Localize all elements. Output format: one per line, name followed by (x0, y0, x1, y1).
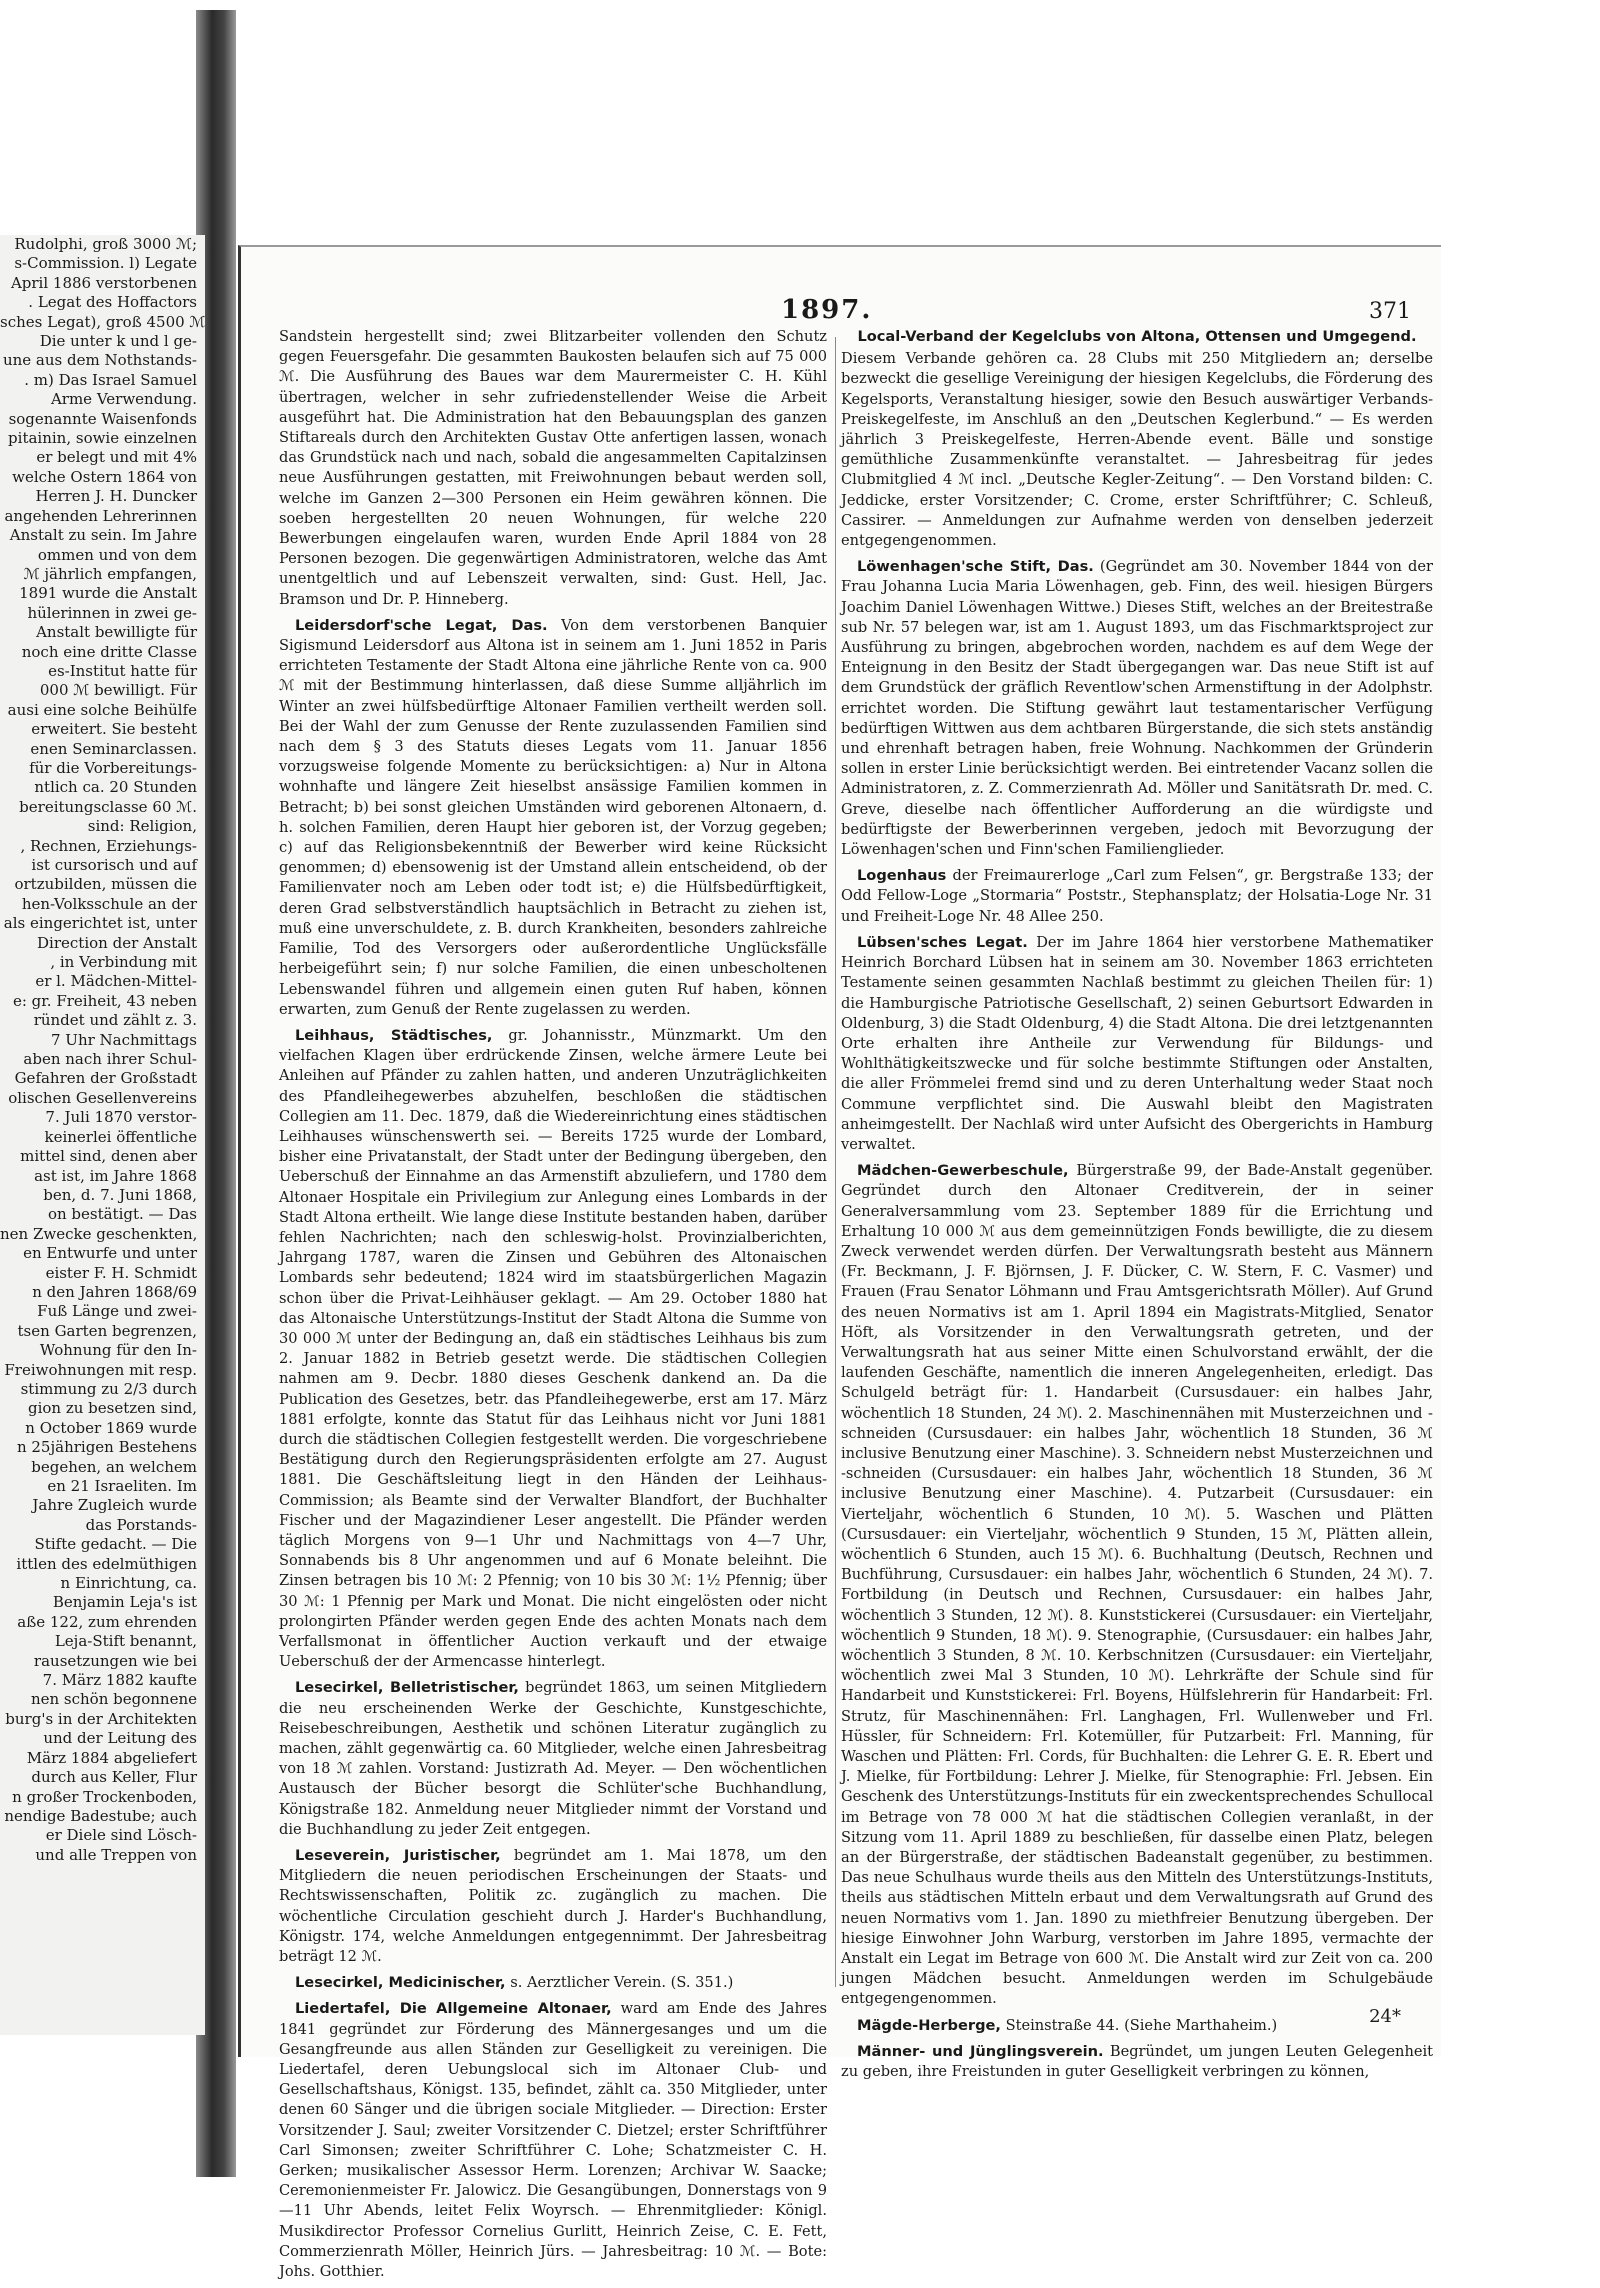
left-page-line: keinerlei öffentliche (44, 1127, 197, 1146)
left-page-line: Freiwohnungen mit resp. (4, 1360, 197, 1379)
left-page-line: gion zu besetzen sind, (27, 1399, 197, 1418)
left-page-line: er l. Mädchen-Mittel- (35, 972, 197, 991)
dictionary-entry (279, 1973, 827, 1993)
left-page-line: März 1884 abgeliefert (26, 1748, 197, 1767)
left-page-line: für die Vorbereitungs- (29, 758, 197, 777)
dictionary-entry (841, 557, 1433, 860)
left-page-line: Benjamin Leja's ist (52, 1593, 197, 1612)
left-page-line: 1891 wurde die Anstalt (19, 584, 197, 603)
entry-body: (Gegründet am 30. November 1844 von der Frau Johanna Lucia Maria Löwenhagen, geb. Finn, des weil. hiesigen Bürgers Joachim Daniel Löwenhagen Wittwe.) Dieses Stift, welches an der Breitestraße sub Nr. 57 belegen war, ist am 1. August 1893, um das Fischmarktsproject zur Ausführung zu bringen, abgebrochen worden, nachdem es auf dem Wege der Enteignung in den Besitz der Stadt übergegangen war. Das neue Stift ist auf dem Grundstück der gräflich Reventlow'schen Armenstiftung in der Adolphstr. errichtet worden. Die Stiftung gewährt laut testamentarischer Verfügung bedürftigen Wittwen aus dem achtbaren Bürgerstande, die sich stets anständig und ehrenhaft betragen haben, freie Wohnung. Nachkommen der Gründerin sollen in erster Linie berücksichtigt werden. Bei eintretender Vacanz sollen die Administratoren, z. Z. Commerzienrath Ad. Möller und Sanitätsrath Dr. med. C. Greve, dieselbe nach öffentlicher Aufforderung an die würdigste und bedürftigste der Bewerberinnen vergeben, jedoch mit Bevorzugung der Löwenhagen'schen und Finn'schen Familienglieder. (841, 558, 1433, 859)
left-page-line: ittlen des edelmüthigen (16, 1554, 197, 1573)
entry-body: Begründet, um jungen Leuten Gelegenheit zu geben, ihre Freistunden in guter Geselligkeit verbringen zu können, (841, 2042, 1434, 2081)
left-page-line: , Rechnen, Erziehungs- (20, 836, 197, 855)
dictionary-entry (279, 327, 827, 610)
left-page-line: olischen Gesellenvereins (8, 1088, 197, 1107)
left-page-line: hülerinnen in zwei ge- (27, 603, 197, 622)
left-page-line: eister F. H. Schmidt (45, 1263, 197, 1282)
dictionary-entry (841, 2016, 1433, 2036)
entry-heading: Mädchen-Gewerbeschule, (857, 1162, 1069, 1180)
left-page-line: ist cursorisch und auf (31, 856, 197, 874)
dictionary-entry (279, 1026, 827, 1673)
left-page-line: n 25jährigen Bestehens (16, 1438, 197, 1457)
entry-body: begründet 1863, um seinen Mitgliedern die neu erscheinenden Werke der Geschichte, Kunstgeschichte, Reisebeschreibungen, Aesthetik und schönen Literatur zugänglich zu machen, zählt gegenwärtig ca. 60 Mitglieder, welche einen Jahresbeitrag von 18 ℳ zahlen. Vorstand: Justizrath Ad. Meyer. — Den wöchentlichen Austausch der Bücher besorgt die Schlüter'sche Buchhandlung, Königstraße 182. Anmeldung neuer Mitglieder nimmt der Vorstand und die Buchhandlung zu jeder Zeit entgegen. (279, 1679, 827, 1838)
entry-body: Steinstraße 44. (Siehe Marthaheim.) (1005, 2016, 1278, 2034)
dictionary-entry (841, 866, 1433, 927)
left-page-line: ben, d. 7. Juni 1868, (43, 1185, 197, 1204)
left-page-line: er Diele sind Lösch- (45, 1826, 197, 1845)
entry-body: ward am Ende des Jahres 1841 gegründet zur Förderung des Männergesanges und um die Gesangfreunde aus allen Ständen zur Geselligkeit zu vereinigen. Die Liedertafel, deren Uebungslocal sich im Altonaer Club- und Gesellschaftshaus, Königst. 135, befindet, zählt ca. 350 Mitglieder, unter denen 60 Sänger und die übrigen sociale Mitglieder. — Direction: Erster Vorsitzender J. Saul; zweiter Vorsitzender C. Dietzel; erster Schriftführer Carl Simonsen; zweiter Schriftführer C. Lohe; Schatzmeister C. H. Gerken; musikalischer Assessor Herm. Lorenzen; Archivar W. Saacke; Ceremonienmeister Fr. Jalowicz. Die Gesangübungen, Donnerstags von 9—11 Uhr Abends, leitet Felix Woyrsch. — Ehrenmitglieder: Königl. Musikdirector Professor Cornelius Gurlitt, Heinrich Zeise, C. E. Fett, Commerzienrath Möller, Heinrich Jürs. — Jahresbeitrag: 10 ℳ. — Bote: Johs. Gotthier. (279, 2000, 828, 2281)
left-page-line: als eingerichtet ist, unter (3, 914, 197, 933)
left-page-line: nen Zwecke geschenkten, (0, 1224, 198, 1243)
left-page-line: n großer Trockenboden, (12, 1787, 197, 1806)
left-page-line: rausetzungen wie bei (33, 1651, 197, 1670)
entry-heading: Lesecirkel, Belletristischer, (295, 1679, 519, 1697)
left-page-line: Wohnung für den In- (39, 1341, 197, 1360)
left-page-line: une aus dem Nothstands- (2, 351, 197, 370)
left-page-line: e: gr. Freiheit, 43 neben (12, 991, 197, 1010)
left-page-line: ortzubilden, müssen die (14, 875, 197, 894)
left-page-line: 000 ℳ bewilligt. Für (39, 681, 197, 700)
left-page-line: , in Verbindung mit (50, 953, 197, 972)
left-page-line: Anstalt zu sein. Im Jahre (9, 526, 197, 545)
left-page-line: aße 122, zum ehrenden (17, 1612, 197, 1631)
left-page-line: n October 1869 wurde (25, 1418, 197, 1437)
left-page-line: Herren J. H. Duncker (35, 487, 197, 506)
left-page-line: ausi eine solche Beihülfe (7, 700, 197, 719)
left-page-line: Fuß Länge und zwei- (37, 1302, 197, 1321)
left-page-line: aben nach ihrer Schul- (23, 1050, 197, 1069)
dictionary-entry (841, 933, 1433, 1155)
left-page-line: . m) Das Israel Samuel (24, 370, 197, 389)
entry-heading: Logenhaus (857, 867, 947, 885)
left-page-line: n den Jahren 1868/69 (32, 1282, 197, 1301)
entry-heading: Liedertafel, Die Allgemeine Altonaer, (295, 2000, 612, 2018)
left-page-line: nen schön begonnene (30, 1690, 197, 1709)
left-page-line: ommen und von dem (37, 545, 197, 564)
left-page-line: nendige Badestube; auch (4, 1806, 197, 1825)
entry-body: s. Aerztlicher Verein. (S. 351.) (510, 1974, 734, 1992)
left-page-line: s-Commission. l) Legate (14, 254, 197, 273)
left-page-line: erweitert. Sie besteht (31, 720, 197, 739)
page (238, 245, 1441, 2281)
entry-heading: Männer- und Jünglingsverein. (857, 2042, 1104, 2060)
left-page-line: durch aus Keller, Flur (31, 1768, 197, 1787)
page-number: 371 (1369, 299, 1411, 324)
left-page-line: Arme Verwendung. (50, 390, 197, 409)
left-page-line: bereitungsclasse 60 ℳ. (19, 797, 197, 816)
entry-body: Der im Jahre 1864 hier verstorbene Mathematiker Heinrich Borchard Lübsen hat in seinem am 30. November 1863 errichteten Testamente seinen gesammten Nachlaß bestimmt zu gleichen Theilen für: 1) die Hamburgische Patriotische Gesellschaft, 2) seinen Geburtsort Edwarden in Oldenburg, 3) die Stadt Oldenburg, 4) die Stadt Altona. Die drei letztgenannten Orte erhalten ihre Antheile zur Verwendung für Bildungs- und Wohlthätigkeitszwecke und für solche bestimmte Stiftungen oder Anstalten, die aller Frömmelei fremd sind und zu deren Unterhaltung weder Staat noch Commune verpflichtet sind. Die Auswahl bleibt den Magistraten anheimgestellt. Der Nachlaß wird unter Aufsicht des Obergerichts in Hamburg verwaltet. (841, 933, 1434, 1153)
entry-body: Bürgerstraße 99, der Bade-Anstalt gegenüber. Gegründet durch den Altonaer Creditverein, der in seiner Generalversammlung vom 23. September 1889 für die Errichtung und Erhaltung 10 000 ℳ aus dem gemeinnützigen Fonds bewilligte, die zu diesem Zweck verwendet werden dürfen. Der Verwaltungsrath besteht aus Männern (Fr. Beckmann, J. F. Björnsen, J. F. Dücker, C. W. Stern, F. C. Vasmer) und Frauen (Frau Senator Löhmann und Frau Amtsgerichtsrath Möller). Auf Grund des neuen Normativs ist am 1. April 1894 ein Magistrats-Mitglied, Senator Höft, als Vorsitzender in den Verwaltungsrath getreten, und der Verwaltungsrath hat aus seiner Mitte einen Schulvorstand erwählt, der die laufenden Geschäfte, namentlich die inneren Angelegenheiten, erledigt. Das Schulgeld beträgt für: 1. Handarbeit (Cursusdauer: ein halbes Jahr, wöchentlich 18 Stunden, 24 ℳ). 2. Maschinennähen mit Musterzeichnen und -schneiden (Cursusdauer: ein halbes Jahr, wöchentlich 18 Stunden, 36 ℳ inclusive Benutzung einer Maschine). 3. Schneidern nebst Musterzeichnen und -schneiden (Cursusdauer: ein halbes Jahr, wöchentlich 18 Stunden, 36 ℳ inclusive Benutzung einer Maschine). 4. Putzarbeit (Cursusdauer: ein Vierteljahr, wöchentlich 6 Stunden, 10 ℳ). 5. Waschen und Plätten (Cursusdauer: ein Vierteljahr, wöchentlich 9 Stunden, 15 ℳ, Plätten allein, wöchentlich 6 Stunden, auch 15 ℳ). 6. Buchhaltung (Deutsch, Rechnen und Buchführung, Cursusdauer: ein halbes Jahr, wöchentlich 6 Stunden, 24 ℳ). 7. Fortbildung (in Deutsch und Rechnen, Cursusdauer: ein halbes Jahr, wöchentlich 3 Stunden, 12 ℳ). 8. Kunststickerei (Cursusdauer: ein Vierteljahr, wöchentlich 9 Stunden, 18 ℳ). 9. Stenographie, (Cursusdauer: ein halbes Jahr, wöchentlich 3 Stunden, 8 ℳ. 10. Kerbschnitzen (Cursusdauer: ein Vierteljahr, wöchentlich zwei Mal 3 Stunden, 10 ℳ). Lehrkräfte der Schule sind für Handarbeit und Kunststickerei: Frl. Boyens, Hülfslehrerin für Handarbeit: Frl. Strutz, für Maschinennähen: Frl. Langhagen, Frl. Wullenweber und Frl. Hüssler, für Schneidern: Frl. Kotemüller, für Putzarbeit: Frl. Manning, für Waschen und Plätten: Frl. Cords, für Buchhalten: die Lehrer G. E. R. Ebert und J. Mielke, für Fortbildung: Lehrer J. Mielke, für Stenographie: Frl. Jebsen. Ein Geschenk des Unterstützungs-Instituts für ein zweckentsprechendes Schullocal im Betrage von 78 000 ℳ hat die städtischen Collegien veranlaßt, in der Sitzung vom 11. April 1889 zu beschließen, für dasselbe einen Platz, belegen an der Bürgerstraße, der städtischen Badeanstalt gegenüber, zu bestimmen. Das neue Schulhaus wurde theils aus den Mitteln des Unterstützungs-Instituts, theils aus städtischen Mitteln erbaut und dem Verwaltungsrath auf Grund des neuen Normativs vom 1. Jan. 1890 zu miethfreier Benutzung übergeben. Der hiesige Einwohner John Warburg, verstorben im Jahre 1895, vermachte der Anstalt ein Legat im Betrage von 600 ℳ. Die Anstalt wird zur Zeit von ca. 200 jungen Mädchen besucht. Anmeldungen werden im Schulgebäude entgegengenommen. (841, 1162, 1433, 2008)
entry-heading: Local-Verband der Kegelclubs von Altona, Ottensen und Umgegend. (857, 328, 1417, 345)
entry-heading: Leseverein, Juristischer, (295, 1847, 501, 1865)
entry-body: Sandstein hergestellt sind; zwei Blitzarbeiter vollenden den Schutz gegen Feuersgefahr. Die gesammten Baukosten belaufen sich auf 75 000 ℳ. Die Ausführung des Baues war dem Maurermeister C. H. Kühl übertragen, welcher in sehr zufriedenstellender Weise die Arbeit ausgeführt hat. Die Administration hat den Bebauungsplan des ganzen Stiftareals durch den Architekten Gustav Otte anfertigen lassen, wonach das Grundstück nach und nach, sobald die angesammelten Capitalzinsen neue Ausführungen gestatten, mit Freiwohnungen bebaut werden soll, welche im Ganzen 2—300 Personen ein Heim gewähren können. Die soeben hergestellten 20 neuen Wohnungen, für welche 220 Bewerbungen eingelaufen waren, wurden Ende April 1884 von 28 Personen bezogen. Die gegenwärtigen Administratoren, welche das Amt unentgeltlich und auf Lebenszeit verwalten, sind: Gust. Hell, Jac. Bramson und Dr. P. Hinneberg. (279, 328, 827, 608)
left-page-line: tsen Garten begrenzen, (17, 1321, 197, 1340)
left-page-line: sogenannte Waisenfonds (8, 409, 197, 428)
left-page-line: angehenden Lehrerinnen (4, 506, 197, 525)
left-page-line: ℳ jährlich empfangen, (23, 564, 197, 583)
signature-mark: 24* (1369, 2006, 1401, 2027)
left-page-line: Rudolphi, groß 3000 ℳ; (14, 235, 197, 253)
column-rule (835, 337, 836, 1987)
entry-heading: Lesecirkel, Medicinischer, (295, 1974, 506, 1992)
left-page-line: Gefahren der Großstadt (14, 1069, 197, 1088)
left-page-line: sches Legat), groß 4500 ℳ (0, 312, 205, 331)
left-page-line: es-Institut hatte für (48, 661, 197, 680)
left-page-line: das Porstands- (85, 1515, 197, 1534)
left-page-line: . Legat des Hoffactors (28, 293, 197, 312)
left-page-line: Anstalt bewilligte für (36, 623, 197, 642)
entry-body: gr. Johannisstr., Münzmarkt. Um den vielfachen Klagen über erdrückende Zinsen, welche ärmere Leute bei Anleihen auf Pfänder zu zahlen hatten, und anderen Unzuträglichkeiten des Pfandleihegewerbes abzuhelfen, beschloßen die städtischen Collegien am 11. Dec. 1879, daß die Wiedereinrichtung eines städtischen Leihhauses wünschenswerth sei. — Bereits 1725 wurde der Lombard, bisher eine Privatanstalt, der Stadt unter der Bedingung übergeben, den Ueberschuß der Einnahme an das Armenstift abzuliefern, und 1780 dem Altonaer Hospitale ein Privilegium zur Anlegung eines Lombards in der Stadt Altona ertheilt. Wie lange diese Institute bestanden haben, darüber fehlen Nachrichten; nach den schleswig-holst. Provinzialberichten, Jahrgang 1787, waren die Zinsen und Gebühren des Altonaischen Lombards sehr bedeutend; 1824 wird im staatsbürgerlichen Magazin schon über die Privat-Leihhäuser geklagt. — Am 29. October 1880 hat das Altonaische Unterstützungs-Institut der Stadt Altona die Summe von 30 000 ℳ unter der Bedingung an, daß ein städtisches Leihhaus bis zum 2. Januar 1882 in Betrieb gesetzt werde. Die städtischen Collegien nahmen am 9. Decbr. 1880 dieses Geschenk dankend an. Da die Publication des Gesetzes, betr. das Pfandleihegewerbe, erst am 17. März 1881 erfolgte, konnte das Statut für das Leihhaus nicht vor Juni 1881 durch die städtischen Collegien festgestellt werden. Die vorgeschriebene Bestätigung durch den Regierungspräsidenten erfolgte am 27. August 1881. Die Geschäftsleitung liegt in den Händen der Leihhaus-Commission; als Beamte sind der Verwalter Blandfort, der Buchhalter Fischer und der Magazindiener Leser angestellt. Die Pfänder werden täglich Morgens von 9—1 Uhr und Nachmittags von 4—7 Uhr, Sonnabends bis 8 Uhr angenommen und auf 6 Monate beleihnt. Die Zinsen betragen bis 10 ℳ: 2 Pfennig; von 10 bis 30 ℳ: 1½ Pfennig; über 30 ℳ: 1 Pfennig per Mark und Monat. Die nicht eingelösten oder nicht prolongirten Pfänder werden gegen Ende des achten Monats nach dem Verfallsmonat in öffentlicher Auction verkauft und der etwaige Ueberschuß der der Armencasse hinterlegt. (279, 1026, 827, 1671)
left-page-line: welche Ostern 1864 von (12, 467, 197, 486)
entry-body: Von dem verstorbenen Banquier Sigismund Leidersdorf aus Altona ist in seinem am 1. Juni 1852 in Paris errichteten Testamente der Stadt Altona eine jährliche Rente von ca. 900 ℳ mit der Bestimmung hinterlassen, daß diese Summe alljährlich im Winter an zwei hülfsbedürftige Altonaer Familien vertheilt werden soll. Bei der Wahl der zum Genusse der Rente zuzulassenden Familien sind nach dem § 3 des Statuts dieses Legats vom 11. Januar 1856 vorzugsweise folgende Momente zu berücksichtigen: a) Nur in Altona wohnhafte und längere Zeit hieselbst ansässige Familien kommen in Betracht; b) bei sonst gleichen Umständen wird geborenen Altonaern, d. h. solchen Familien, deren Haupt hier geboren ist, der Vorzug gegeben; c) auf das Religionsbekenntniß der Bewerber wird keine Rücksicht genommen; d) ebensowenig ist der Umstand allein entscheidend, ob der Familienvater noch am Leben oder todt ist; e) die Hülfsbedürftigkeit, deren Grad selbstverständlich hauptsächlich in Betracht zu ziehen ist, muß eine unverschuldete, z. B. durch Krankheiten, besonders zahlreiche Familie, Tod des Versorgers oder außerordentliche Unglücksfälle herbeigeführt sein; f) nur solche Familien, die einen unbescholtenen Lebenswandel führen und allgemein einen guten Ruf haben, können erwarten, zum Genuß der Rente zugelassen zu werden. (279, 616, 828, 1018)
dictionary-entry (279, 616, 827, 1020)
left-page-line: und alle Treppen von (35, 1845, 197, 1864)
left-page-line: sind: Religion, (87, 817, 197, 836)
left-page-line: Die unter k und l ge- (39, 332, 197, 351)
left-page-line: stimmung zu 2/3 durch (20, 1379, 197, 1398)
left-page-line: mittel sind, denen aber (20, 1147, 197, 1166)
dictionary-entry (279, 1846, 827, 1967)
left-page-line: begehen, an welchem (31, 1457, 197, 1476)
dictionary-entry (279, 1678, 827, 1840)
dictionary-entry (841, 1161, 1433, 2010)
entry-heading: Leidersdorf'sche Legat, Das. (295, 616, 548, 634)
left-page-line: 7 Uhr Nachmittags (50, 1030, 197, 1049)
left-page-line: Jahre Zugleich wurde (32, 1496, 197, 1515)
left-page-line: 7. Juli 1870 verstor- (45, 1108, 197, 1127)
left-page-line: Leja-Stift benannt, (54, 1632, 197, 1651)
left-page-line: pitainin, sowie einzelnen (8, 429, 197, 448)
entry-heading: Leihhaus, Städtisches, (295, 1026, 493, 1044)
left-page-line: ast ist, im Jahre 1868 (34, 1166, 197, 1185)
left-page-line: en Entwurfe und unter (23, 1244, 197, 1263)
left-page-line: und der Leitung des (43, 1729, 197, 1748)
entry-heading: Lübsen'sches Legat. (857, 933, 1028, 951)
left-page-line: er belegt und mit 4% (36, 448, 197, 467)
entry-body: der Freimaurerloge „Carl zum Felsen“, gr. Bergstraße 133; der Odd Fellow-Loge „Stormaria“ Poststr., Stephansplatz; der Holsatia-Loge Nr. 31 und Freiheit-Loge Nr. 48 Allee 250. (841, 867, 1434, 925)
entry-body: begründet am 1. Mai 1878, um den Mitgliedern die neuen periodischen Erscheinungen der Staats- und Rechtswissenschaften, Politik zc. zugänglich zu machen. Die wöchentliche Circulation geschieht durch J. Harder's Buchhandlung, Königstr. 174, welche Anmeldungen entgegennimmt. Der Jahresbeitrag beträgt 12 ℳ. (279, 1847, 827, 1966)
left-page-line: en 21 Israeliten. Im (47, 1477, 197, 1495)
left-page-line: on bestätigt. — Das (47, 1205, 197, 1224)
page-header (241, 295, 1441, 325)
left-page-line: 7. März 1882 kaufte (42, 1671, 197, 1690)
left-page-line: noch eine dritte Classe (21, 642, 197, 661)
dictionary-entry (279, 1999, 827, 2282)
left-page-line: hen-Volksschule an der (21, 894, 197, 913)
left-page-line: Stifte gedacht. — Die (34, 1535, 197, 1554)
text-column-left (279, 327, 827, 2288)
left-page-line: burg's in der Architekten (5, 1709, 197, 1728)
entry-heading: Mägde-Herberge, (857, 2016, 1001, 2034)
year-heading: 1897. (781, 295, 873, 325)
dictionary-entry (841, 2042, 1433, 2082)
left-page-line: April 1886 verstorbenen (10, 273, 197, 292)
entry-heading: Löwenhagen'sche Stift, Das. (857, 558, 1094, 576)
left-page-line: ründet und zählt z. 3. (33, 1011, 197, 1030)
left-page-line: Direction der Anstalt (37, 933, 197, 952)
left-page-line: n Einrichtung, ca. (60, 1574, 197, 1593)
left-page-line: enen Seminarclassen. (30, 739, 197, 758)
entry-body: Diesem Verbande gehören ca. 28 Clubs mit 250 Mitgliedern an; derselbe bezweckt die gesellige Vereinigung der hiesigen Kegelclubs, die Förderung des Kegelsports, Veranstaltung hiesiger, sowie den Besuch auswärtiger Verbands-Preiskegelfeste, im Anschluß an den „Deutschen Keglerbund.“ — Es werden jährlich 3 Preiskegelfeste, Herren-Abende event. Bälle und sonstige gemüthliche Zusammenkünfte veranstaltet. — Jahresbeitrag für jedes Clubmitglied 4 ℳ incl. „Deutsche Kegler-Zeitung“. — Den Vorstand bilden: C. Jeddicke, erster Vorsitzender; C. Crome, erster Schriftführer; C. Schleuß, Cassirer. — Anmeldungen zur Aufnahme werden von denselben jederzeit entgegengenommen. (841, 350, 1433, 550)
left-page-fragment (0, 235, 205, 2035)
left-page-line: ntlich ca. 20 Stunden (34, 778, 197, 797)
text-column-right (841, 327, 1433, 2088)
